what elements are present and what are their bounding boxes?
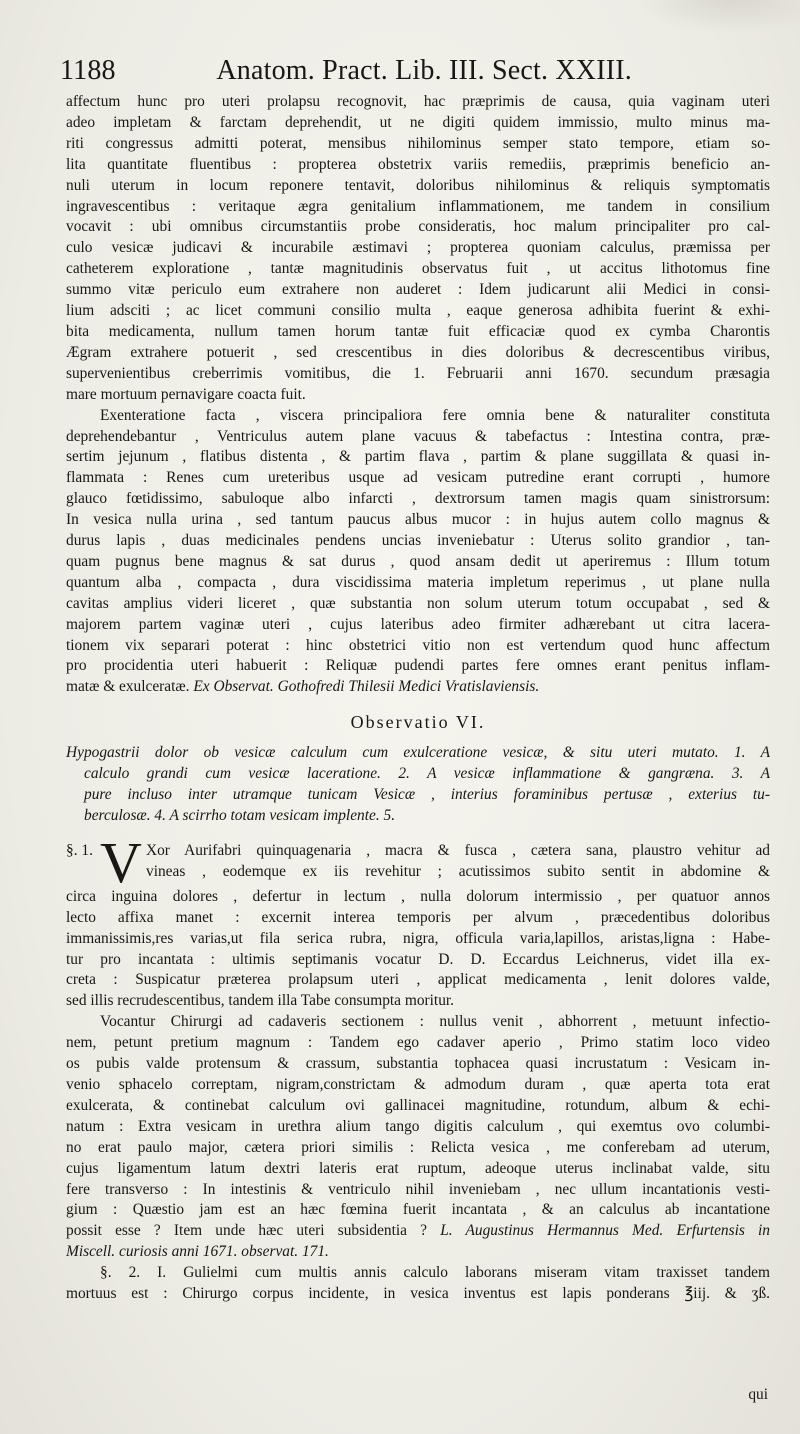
text-line: nem, petunt pretium magnum : Tandem ego cadaver aperio , Primo statim loco video: [66, 1034, 770, 1052]
section-2: [66, 1263, 770, 1305]
citation-line: Miscell. curiosis anni 1671. observat. 171.: [66, 1243, 329, 1261]
text-line: gium : Quæstio jam est an hæc fœmina fuerit incantata , & an calculus ab incantatione: [66, 1201, 770, 1219]
text-line: sed illis recrudescentibus, tandem illa Tabe consumpta moritur.: [66, 992, 455, 1010]
text-line: bita medicamenta, nullum tamen horum tantæ fuit efficaciæ quod ex cymba Charontis: [66, 322, 770, 340]
text-line: adeo impletam & farctam deprehendit, ut ne digiti quidem immissio, multo minus ma-: [66, 113, 770, 131]
text-line: tur pro incantata : ultimis septimanis vocatur D. D. Eccardus Leichnerus, videt illa ex-: [66, 950, 770, 968]
text-line: creta : Suspicatur præterea prolapsum uteri , applicat medicamenta , lenit dolores valde,: [66, 971, 770, 989]
page-body: [66, 92, 770, 1305]
text-line: venio sphacelo correptam, nigram,constrictam & admodum duram , quæ aperta tota erat: [66, 1075, 770, 1093]
text-line-end: matæ & exulceratæ.: [66, 678, 190, 696]
text-line: tionem vix separari poterat : hinc obstetrici vitio non est vertendum quod hunc affectum: [66, 636, 770, 654]
catchword: qui: [748, 1386, 768, 1403]
summary-line: berculosæ. 4. A scirrho totam vesicam implente. 5.: [84, 806, 396, 824]
text-line: lecto affixa manet : excernit interea temporis per alvum , præcedentibus doloribus: [66, 908, 770, 926]
text-line: sertim jejunum , flatibus distenta , & partim flava , partim & plane suggillata & quasi in-: [66, 448, 770, 466]
text-line: Xor Aurifabri quinquagenaria , macra & fusca , cætera sana, plaustro vehitur ad: [146, 841, 770, 859]
text-line: durus lapis , duas medicinales pendens uncias inveniebatur : Uterus solito grandior , tan-: [66, 532, 770, 550]
text-line: vocavit : ubi omnibus circumstantiis probe consideratis, hoc malum principaliter pro cal-: [66, 218, 770, 236]
text-line: vineas , eodemque ex iis revehitur ; acutissimos subito sentit in abdomine &: [146, 862, 770, 880]
text-line: flammata : Renes cum ureteribus usque ad vesicam putredine erant corrupti , humore: [66, 469, 770, 487]
running-header: [60, 55, 632, 91]
drop-cap: V: [100, 829, 142, 895]
text-line: lium adsciti ; ac licet communi consilio multa , eaque generosa adhibita fuerint & exhi-: [66, 302, 770, 320]
text-line-end: possit esse ? Item unde hæc uteri subsidentia ?: [66, 1222, 427, 1240]
citation: L. Augustinus Hermannus Med. Erfurtensis in: [440, 1222, 770, 1240]
text-line: [66, 1221, 770, 1242]
text-line: riti congressus admitti poterat, mensibus nihilominus semper stato tempore, etiam so-: [66, 134, 770, 152]
text-line: catheterem exploratione , tantæ magnitudinis observatus fuit , ut accitus lithotomus fine: [66, 260, 770, 278]
citation: Ex Observat. Gothofredi Thilesii Medici Vratislaviensis.: [193, 678, 540, 696]
section-mark: §. 1.: [66, 841, 93, 859]
observation-summary: [66, 743, 770, 827]
text-line: summo vitæ periculo eum extrahere non auderet : Idem judicarunt alii Medici in consi-: [66, 281, 770, 299]
text-line: Vocantur Chirurgi ad cadaveris sectionem : nullus venit , abhorrent , metuunt infectio-: [100, 1013, 770, 1031]
text-line: lita quantitate fluentibus : propterea obstetrix variis remediis, præprimis beneficio an-: [66, 155, 770, 173]
paragraph-3: [66, 1012, 770, 1263]
summary-line: Hypogastrii dolor ob vesicæ calculum cum exulceratione vesicæ, & situ uteri mutato. 1. A: [66, 744, 770, 762]
observation-heading: Observatio VI.: [350, 712, 486, 733]
text-line: fere transverso : In intestinis & ventriculo nihil inveniebam , nec ullum incantationis vesti-: [66, 1180, 770, 1198]
text-line: culo vesicæ judicavi & incurabile æstimavi ; propterea quoniam calculus, præmissa per: [66, 239, 770, 257]
summary-line: calculo grandi cum vesicæ laceratione. 2. A vesicæ inflammatione & gangræna. 3. A: [84, 765, 770, 783]
text-line: ingravescentibus : veritaque ægra genitalium inflammationem, me tandem in consilium: [66, 197, 770, 215]
text-line: deprehendebantur , Ventriculus autem plane vacuus & tabefactus : Intestina contra, præ-: [66, 427, 770, 445]
text-line: mare mortuum pernavigare coacta fuit.: [66, 385, 306, 403]
paragraph-2: [66, 406, 770, 699]
text-line: quam pugnus bene magnus & sat durus , quod ansam dedit ut aperiremus : Illum totum: [66, 552, 770, 570]
text-line: affectum hunc pro uteri prolapsu recognovit, hac præprimis de causa, quia vaginam uteri: [66, 93, 770, 110]
text-line: majorem partem vaginæ uteri , cujus lateribus adeo firmiter adhærebant ut citra lacera-: [66, 615, 770, 633]
text-line: In vesica nulla urina , sed tantum paucus albus mucor : in hujus autem collo magnus &: [66, 511, 770, 529]
text-line: cujus ligamentum latum dextri lateris erat ruptum, adeoque uterus inclinabat valde, situ: [66, 1159, 770, 1177]
text-line: pro procidentia uteri habuerit : Reliquæ pudendi partes fere omnes erant penitus inflam-: [66, 657, 770, 675]
text-line: §. 2. I. Gulielmi cum multis annis calculo laborans miseram vitam traxisset tandem: [100, 1264, 770, 1282]
text-line: mortuus est : Chirurgo corpus incidente, in vesica inventus est lapis ponderans ℥iij. & ʒß.: [66, 1285, 770, 1303]
text-line: os pubis valde protensum & crassum, substantia tophacea quasi incrustatum : Vesicam in-: [66, 1055, 770, 1073]
text-line: nuli uterum in locum reponere tentavit, doloribus nihilominus & reliquis symptomatis: [66, 176, 770, 194]
text-line: [66, 677, 770, 698]
text-line: exulcerata, & continebat calculum ovi gallinacei magnitudine, rotundum, album & echi-: [66, 1096, 770, 1114]
summary-line: pure incluso inter utramque tunicam Vesicæ , interius foraminibus pertusæ , exterius tu-: [84, 786, 770, 803]
text-line: circa inguina dolores , defertur in lectum , nulla dolorum intermissio , per quatuor annos: [66, 887, 770, 905]
section-1: [66, 829, 770, 1012]
text-line: natum : Extra vesicam in urethra alium tango digitis calculum , qui exemtus ovo columbi-: [66, 1117, 770, 1135]
running-title: Anatom. Pract. Lib. III. Sect. XXIII.: [216, 55, 632, 86]
text-line: quantum alba , compacta , dura viscidissima materia impletum reperimus , ut plane nulla: [66, 573, 770, 591]
text-line: Ægram extrahere potuerit , sed crescentibus in dies doloribus & decrescentibus viribus,: [66, 343, 770, 361]
text-line: Exenteratione facta , viscera principaliora fere omnia bene & naturaliter constituta: [100, 406, 770, 424]
text-line: immanissimis,res varias,ut fila serica rubra, nigra, officula varia,lapillos, aristas,ligna : Habe-: [66, 929, 770, 947]
page-number: 1188: [60, 55, 116, 86]
text-line: no erat paulo major, cætera priori similis : Relicta vesica , me conferebam ad uterum,: [66, 1138, 770, 1156]
text-line: glauco fœtidissimo, sabuloque albo infarcti , dextrorsum tamen magis quam sinistrorsum:: [66, 490, 770, 508]
page-corner-shadow: [635, 0, 800, 34]
text-line: cavitas amplius videri liceret , quæ substantia non solum uterum totum occupabat , sed &: [66, 594, 770, 612]
text-line: supervenientibus creberrimis vomitibus, die 1. Februarii anni 1670. secundum præsagia: [66, 364, 770, 382]
paragraph-1: [66, 92, 770, 406]
